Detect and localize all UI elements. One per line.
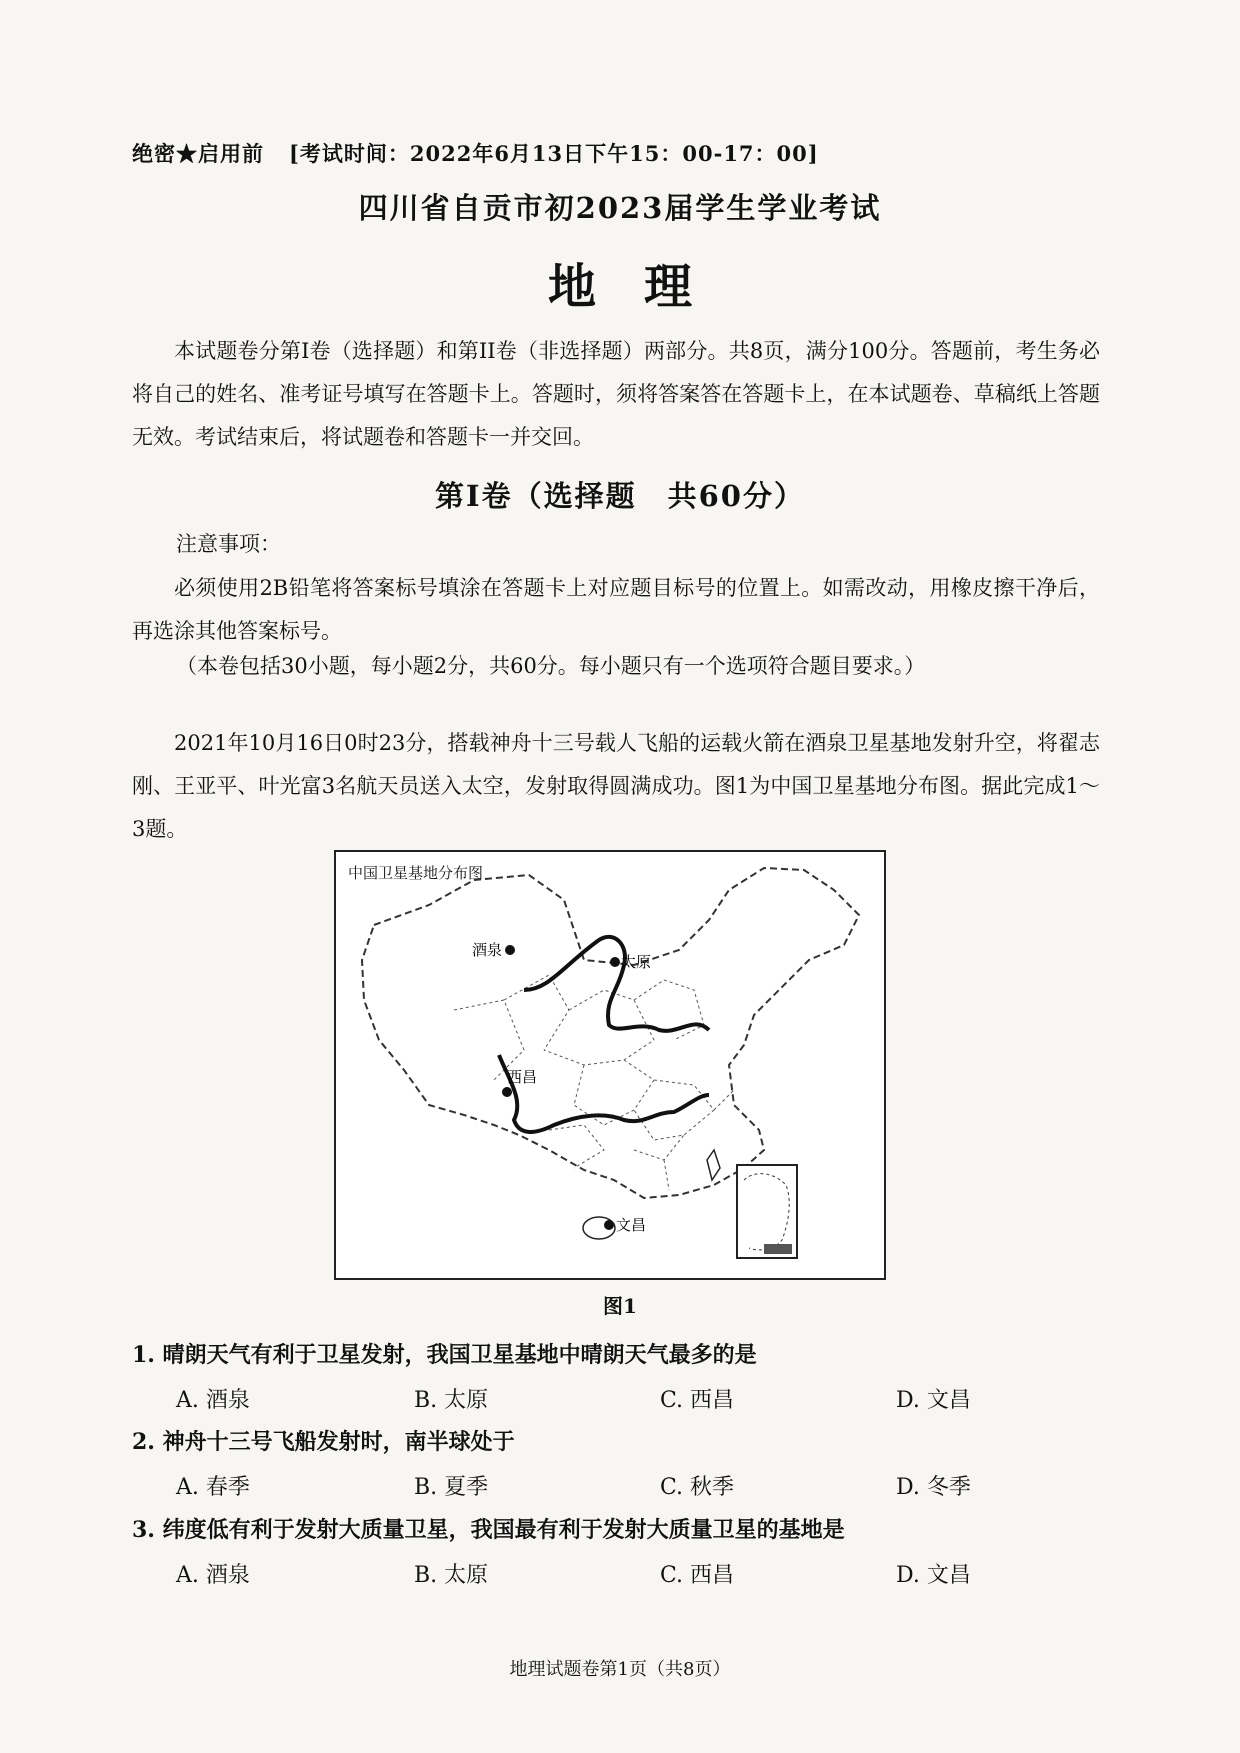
option-c: C. 秋季 (660, 1475, 735, 1500)
exam-name: 四川省自贡市初2023届学生学业考试 (358, 191, 882, 225)
option-d: D. 文昌 (896, 1563, 971, 1588)
province-boundaries (454, 975, 734, 1190)
figure-caption: 图1 (603, 1294, 637, 1318)
subject-title: 地理 (547, 259, 740, 315)
instructions-paragraph: 本试题卷分第I卷（选择题）和第II卷（非选择题）两部分。共8页，满分100分。答题前，考生务必将自己的姓名、准考证号填写在答题卡上。答题时，须将答案答在答题卡上，在本试题卷、草稿纸上答题无效。考试结束后，将试题卷和答题卡一并交回。 (132, 339, 1100, 449)
option-a: A. 酒泉 (176, 1388, 250, 1413)
china-map (334, 850, 886, 1280)
option-c: C. 西昌 (660, 1563, 735, 1588)
exam-time: [考试时间：2022年6月13日下午15：00-17：00] (288, 141, 819, 166)
wenchang-marker (604, 1220, 614, 1230)
notice-body: 必须使用2B铅笔将答案标号填涂在答题卡上对应题目标号的位置上。如需改动，用橡皮擦干净后，再选涂其他答案标号。 (132, 576, 1100, 643)
option-b: B. 太原 (414, 1388, 489, 1413)
section-title: 第I卷（选择题 共60分） (435, 479, 805, 513)
city-label-jiuquan: 酒泉 (472, 941, 503, 959)
taiwan-island (707, 1150, 720, 1180)
confidential-label: 绝密★启用前 (132, 141, 264, 166)
option-d: D. 冬季 (896, 1475, 971, 1500)
option-d: D. 文昌 (896, 1388, 971, 1413)
question-3: 3. 纬度低有利于发射大质量卫星，我国最有利于发射大质量卫星的基地是 (132, 1517, 845, 1543)
yangtze-river (499, 1055, 709, 1132)
city-label-wenchang: 文昌 (616, 1216, 647, 1234)
option-a: A. 酒泉 (176, 1563, 250, 1588)
option-a: A. 春季 (176, 1475, 250, 1500)
city-label-xichang: 西昌 (507, 1068, 538, 1086)
city-label-taiyuan: 太原 (621, 953, 652, 971)
question-1-options (176, 1383, 1076, 1413)
option-c: C. 西昌 (660, 1388, 735, 1413)
question-2-options (176, 1470, 1076, 1500)
question-2: 2. 神舟十三号飞船发射时，南半球处于 (132, 1429, 515, 1455)
exam-header-line (132, 138, 819, 168)
taiyuan-marker (610, 957, 620, 967)
option-b: B. 太原 (414, 1563, 489, 1588)
yellow-river (524, 937, 709, 1031)
page-footer: 地理试题卷第1页（共8页） (509, 1659, 731, 1680)
option-b: B. 夏季 (414, 1475, 489, 1500)
section-scope: （本卷包括30小题，每小题2分，共60分。每小题只有一个选项符合题目要求。） (176, 654, 926, 678)
xichang-marker (502, 1087, 512, 1097)
question-stem: 2021年10月16日0时23分，搭载神舟十三号载人飞船的运载火箭在酒泉卫星基地发射升空，将翟志刚、王亚平、叶光富3名航天员送入太空，发射取得圆满成功。图1为中国卫星基地分布图。据此完成1～3题。 (132, 731, 1100, 841)
question-3-options (176, 1558, 1076, 1588)
map-title: 中国卫星基地分布图 (348, 864, 484, 882)
jiuquan-marker (505, 945, 515, 955)
question-1: 1. 晴朗天气有利于卫星发射，我国卫星基地中晴朗天气最多的是 (132, 1342, 757, 1368)
national-boundary (362, 868, 859, 1198)
notice-heading: 注意事项： (176, 532, 281, 556)
